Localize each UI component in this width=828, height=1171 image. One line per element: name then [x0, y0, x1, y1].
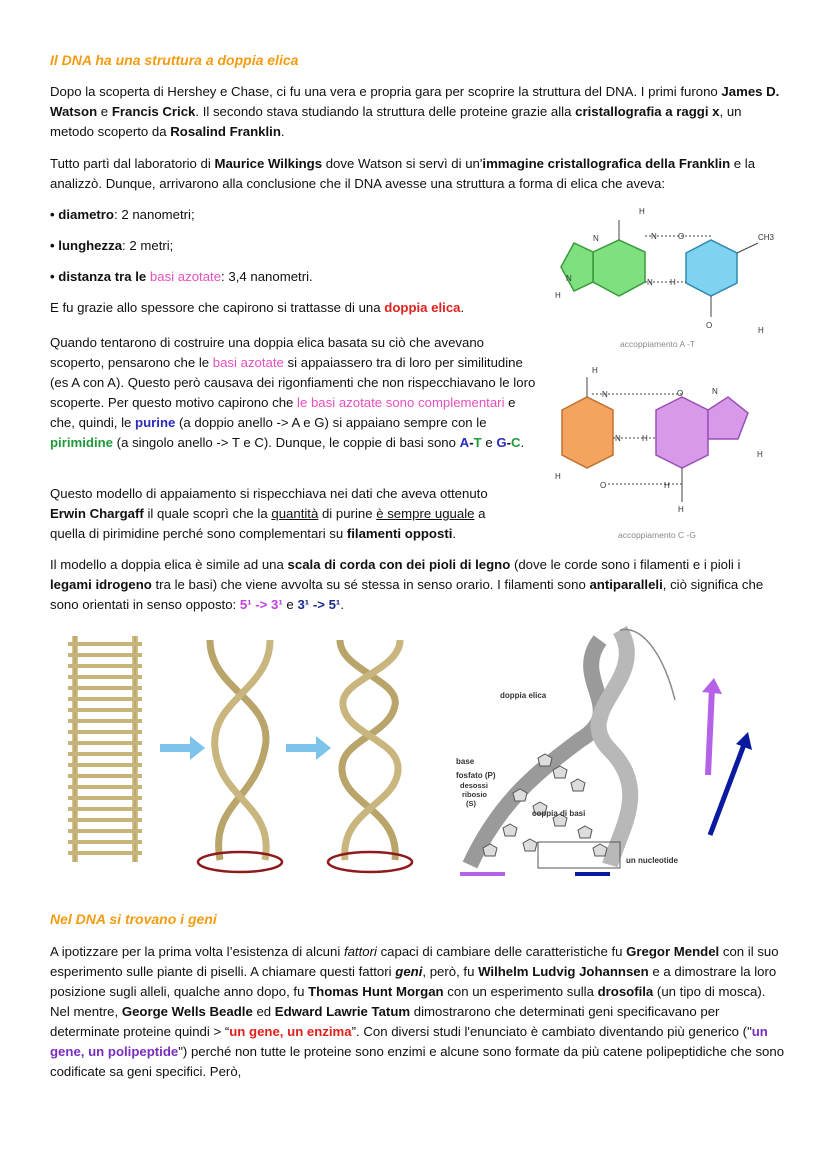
name-johannsen: Wilhelm Ludvig Johannsen — [478, 964, 649, 979]
at-caption: accoppiamento A -T — [620, 339, 696, 349]
highlight-purine: purine — [135, 415, 176, 430]
sugar-pentagon — [523, 839, 537, 851]
ladder-rung — [68, 807, 142, 811]
text: . Il secondo stava studiando la struttura delle proteine grazie alla — [195, 104, 576, 119]
highlight-doppia-elica: doppia elica — [384, 300, 461, 315]
ladder-rope — [132, 636, 138, 862]
atom-label: O — [600, 481, 607, 490]
paragraph-scala-di-corda — [50, 555, 785, 615]
atom-label: N — [566, 274, 572, 283]
text: e — [97, 104, 112, 119]
arrow-head — [702, 678, 722, 694]
highlight-un-gene-un-polipeptide: un gene, un polipeptide — [50, 1024, 768, 1059]
underlined-sempre-uguale: è sempre uguale — [376, 506, 475, 521]
dna-structure-diagram — [450, 620, 780, 890]
arrow-5-3-icon — [708, 688, 712, 775]
term-drosofila: drosofila — [597, 984, 654, 999]
label-fosfato: fosfato (P) — [456, 771, 496, 780]
section-title-dna-structure: Il DNA ha una struttura a doppia elica — [50, 52, 299, 68]
direction-5-3: 5¹ -> 3¹ — [239, 597, 283, 612]
ladder-rung — [68, 741, 142, 745]
text: , però, fu — [422, 964, 479, 979]
text: tra le basi) che viene avvolta su sé stessa in senso orario. I filamenti sono — [151, 577, 590, 592]
text: . — [280, 124, 285, 139]
text: dimostrarono che determinati geni specificavano per determinate proteine quindi > “ — [50, 1004, 720, 1039]
text: e — [282, 597, 298, 612]
ladder-rung — [68, 686, 142, 690]
label-coppia: coppia di basi — [532, 809, 586, 818]
base-c: C — [511, 435, 521, 450]
text: (a singolo anello -> T e C). Dunque, le coppie di basi sono — [113, 435, 460, 450]
text: (a doppio anello -> A e G) si appaiano sempre con le — [175, 415, 487, 430]
cytosine-ring — [562, 397, 613, 468]
bullet-diametro — [50, 205, 195, 225]
atom-label: H — [592, 367, 598, 375]
direction-3-5: 3¹ -> 5¹ — [297, 597, 341, 612]
label-base: base — [456, 757, 475, 766]
atom-label: H — [664, 481, 670, 490]
ladder-rung — [68, 851, 142, 855]
guanine-ring6 — [656, 397, 708, 468]
text: e — [481, 435, 497, 450]
term-immagine: immagine cristallografica della Franklin — [482, 156, 731, 171]
bullet-mark: • — [50, 269, 55, 284]
term-legami: legami idrogeno — [50, 577, 152, 592]
label-doppia-elica: doppia elica — [500, 691, 547, 700]
text: di purine — [318, 506, 377, 521]
text: e a dimostrare la loro posizione sugli alleli, qualche anno dopo, fu — [50, 964, 777, 999]
text: . — [460, 300, 465, 315]
name-watson: James D. Watson — [50, 84, 780, 119]
atom-label: N — [593, 234, 599, 243]
name-morgan: Thomas Hunt Morgan — [308, 984, 444, 999]
paragraph-chargaff — [50, 484, 520, 544]
section-title-geni: Nel DNA si trovano i geni — [50, 911, 217, 927]
rotation-ellipse — [328, 852, 412, 872]
pair-sep: - — [469, 435, 474, 450]
ladder-rung — [68, 697, 142, 701]
atom-label: CH3 — [758, 233, 775, 242]
paragraph-complementari — [50, 333, 538, 453]
ladder-rung — [68, 675, 142, 679]
text: , ciò significa che sono orientati in senso opposto: — [50, 577, 764, 612]
at-pairing-figure — [548, 205, 788, 355]
term-fattori: fattori — [343, 944, 377, 959]
highlight-un-gene-un-enzima: un gene, un enzima — [229, 1024, 352, 1039]
highlight-basi-azotate: basi azotate — [149, 269, 222, 284]
rotation-ellipse — [198, 852, 282, 872]
atom-label: H — [757, 450, 763, 459]
arrow-right-icon — [160, 736, 205, 760]
ladder-rung — [68, 653, 142, 657]
text: a quella di pirimidine perché sono complementari su — [50, 506, 486, 541]
atom-label: N — [651, 232, 657, 241]
label-desossi: desossi — [460, 781, 488, 790]
text: Il modello a doppia elica è simile ad una — [50, 557, 288, 572]
paragraph-doppia-elica — [50, 298, 464, 318]
text: si appaiassero tra di loro per similitudine (es A con A). Questo però causava dei rigonfiamenti che non rispecchiavano le loro scoperte. Per questo motivo capirono che — [50, 355, 536, 410]
term-cristallografia: cristallografia a raggi x — [575, 104, 720, 119]
atom-label: H — [670, 278, 676, 287]
text: Dopo la scoperta di Hershey e Chase, ci fu una vera e propria gara per scoprire la struttura del DNA. I primi furono — [50, 84, 722, 99]
dna-strand-right — [599, 630, 631, 865]
highlight-pirimidine: pirimidine — [50, 435, 114, 450]
ladder-rung — [68, 730, 142, 734]
text: ”. Con diversi studi l'enunciato è cambiato diventando più generico (" — [351, 1024, 752, 1039]
sugar-pentagon — [593, 844, 607, 856]
text: . — [520, 435, 525, 450]
ladder-rung — [68, 796, 142, 800]
text: con il suo esperimento sulle piante di piselli. A chiamare questi fattori — [50, 944, 779, 979]
text: il quale scoprì che la — [143, 506, 272, 521]
ladder-rope — [72, 636, 78, 862]
guanine-ring5 — [708, 397, 748, 439]
bullet-lunghezza — [50, 236, 173, 256]
text: e che, quindi, le — [50, 395, 516, 430]
ladder-rung — [68, 763, 142, 767]
text: dove Watson si servì di un' — [322, 156, 483, 171]
text: (un tipo di mosca). Nel mentre, — [50, 984, 766, 1019]
atom-label: N — [647, 278, 653, 287]
highlight-basi-azotate: basi azotate — [212, 355, 284, 370]
adenine-ring5 — [561, 243, 593, 291]
sugar-pentagon — [578, 826, 592, 838]
name-tatum: Edward Lawrie Tatum — [274, 1004, 411, 1019]
text: Quando tentarono di costruire una doppia elica basata su ciò che avevano scoperto, pensarono che le — [50, 335, 485, 370]
text: Tutto partì dal laboratorio di — [50, 156, 215, 171]
base-t: T — [473, 435, 482, 450]
text: , un metodo scoperto da — [50, 104, 742, 139]
atom-label: H — [555, 291, 561, 300]
ladder-rung — [68, 829, 142, 833]
text: . — [452, 526, 457, 541]
ladder-rung — [68, 719, 142, 723]
underlined-quantita: quantità — [271, 506, 319, 521]
atom-label: H — [678, 505, 684, 514]
highlight-complementari: le basi azotate sono complementari — [297, 395, 505, 410]
adenine-ring6 — [593, 240, 645, 296]
text: E fu grazie allo spessore che capirono si trattasse di una — [50, 300, 385, 315]
text: con un esperimento sulla — [443, 984, 598, 999]
helix-partial — [198, 640, 282, 872]
bullet-label: diametro — [58, 207, 114, 222]
atom-label: H — [639, 207, 645, 216]
name-franklin: Rosalind Franklin — [170, 124, 281, 139]
thymine-ring — [686, 240, 737, 296]
text: : 2 metri; — [122, 238, 174, 253]
bullet-mark: • — [50, 238, 55, 253]
term-geni: geni — [395, 964, 423, 979]
text: e la analizzò. Dunque, arrivarono alla conclusione che il DNA avesse una struttura a forma di elica che aveva: — [50, 156, 756, 191]
text: ") perché non tutte le proteine sono enzimi e alcune sono formate da più catene polipeptidiche che sono codificate sa geni specifici. Però, — [50, 1044, 785, 1079]
bullet-mark: • — [50, 207, 55, 222]
name-beadle: George Wells Beadle — [121, 1004, 253, 1019]
ladder-rung — [68, 642, 142, 646]
ladder-helix-figure — [60, 630, 440, 880]
text: . — [340, 597, 344, 612]
ladder-rung — [68, 774, 142, 778]
name-chargaff: Erwin Chargaff — [50, 506, 144, 521]
ladder-rung — [68, 752, 142, 756]
name-crick: Francis Crick — [111, 104, 196, 119]
bullet-label: lunghezza — [58, 238, 123, 253]
sugar-pentagon — [571, 779, 585, 791]
arrow-3-5-icon — [710, 742, 745, 835]
atom-label: H — [758, 326, 764, 335]
pair-sep: - — [506, 435, 511, 450]
atom-label: O — [678, 232, 685, 241]
atom-label: N — [615, 434, 621, 443]
bullet-distanza — [50, 267, 313, 287]
label-ribosio: ribosio — [462, 790, 488, 799]
ladder-rung — [68, 785, 142, 789]
paragraph-wilkings — [50, 154, 780, 194]
arrow-right-icon — [286, 736, 331, 760]
atom-label: N — [712, 387, 718, 396]
cg-pairing-figure — [552, 367, 792, 542]
atom-label: N — [602, 390, 608, 399]
text: (dove le corde sono i filamenti e i pioli i — [510, 557, 741, 572]
term-filamenti-opposti: filamenti opposti — [346, 526, 453, 541]
sugar-pentagon — [503, 824, 517, 836]
term-scala: scala di corda con dei pioli di legno — [287, 557, 511, 572]
text: A ipotizzare per la prima volta l’esistenza di alcuni — [50, 944, 344, 959]
straight-ladder — [68, 636, 142, 862]
atom-label: H — [555, 472, 561, 481]
text: capaci di cambiare delle caratteristiche fu — [376, 944, 627, 959]
atom-label: H — [642, 434, 648, 443]
term-antiparalleli: antiparalleli — [589, 577, 663, 592]
text: Questo modello di appaiamento si rispecchiava nei dati che aveva ottenuto — [50, 486, 488, 501]
name-wilkings: Maurice Wilkings — [214, 156, 323, 171]
bond — [737, 243, 758, 253]
text: ed — [252, 1004, 275, 1019]
ladder-rungs — [68, 642, 142, 855]
base-a: A — [459, 435, 470, 450]
bullet-label: distanza tra le — [58, 269, 150, 284]
ladder-rung — [68, 664, 142, 668]
label-s: (S) — [466, 799, 476, 808]
label-nucleotide: un nucleotide — [626, 856, 678, 865]
cg-caption: accoppiamento C -G — [618, 530, 696, 540]
paragraph-watson-crick — [50, 82, 780, 142]
helix-full — [328, 640, 412, 872]
paragraph-geni — [50, 942, 785, 1082]
atom-label: O — [677, 389, 684, 398]
ladder-rung — [68, 708, 142, 712]
atom-label: O — [706, 321, 713, 330]
base-g: G — [496, 435, 507, 450]
ladder-rung — [68, 818, 142, 822]
ladder-rung — [68, 840, 142, 844]
name-mendel: Gregor Mendel — [626, 944, 720, 959]
text: : 2 nanometri; — [114, 207, 195, 222]
text: : 3,4 nanometri. — [221, 269, 313, 284]
